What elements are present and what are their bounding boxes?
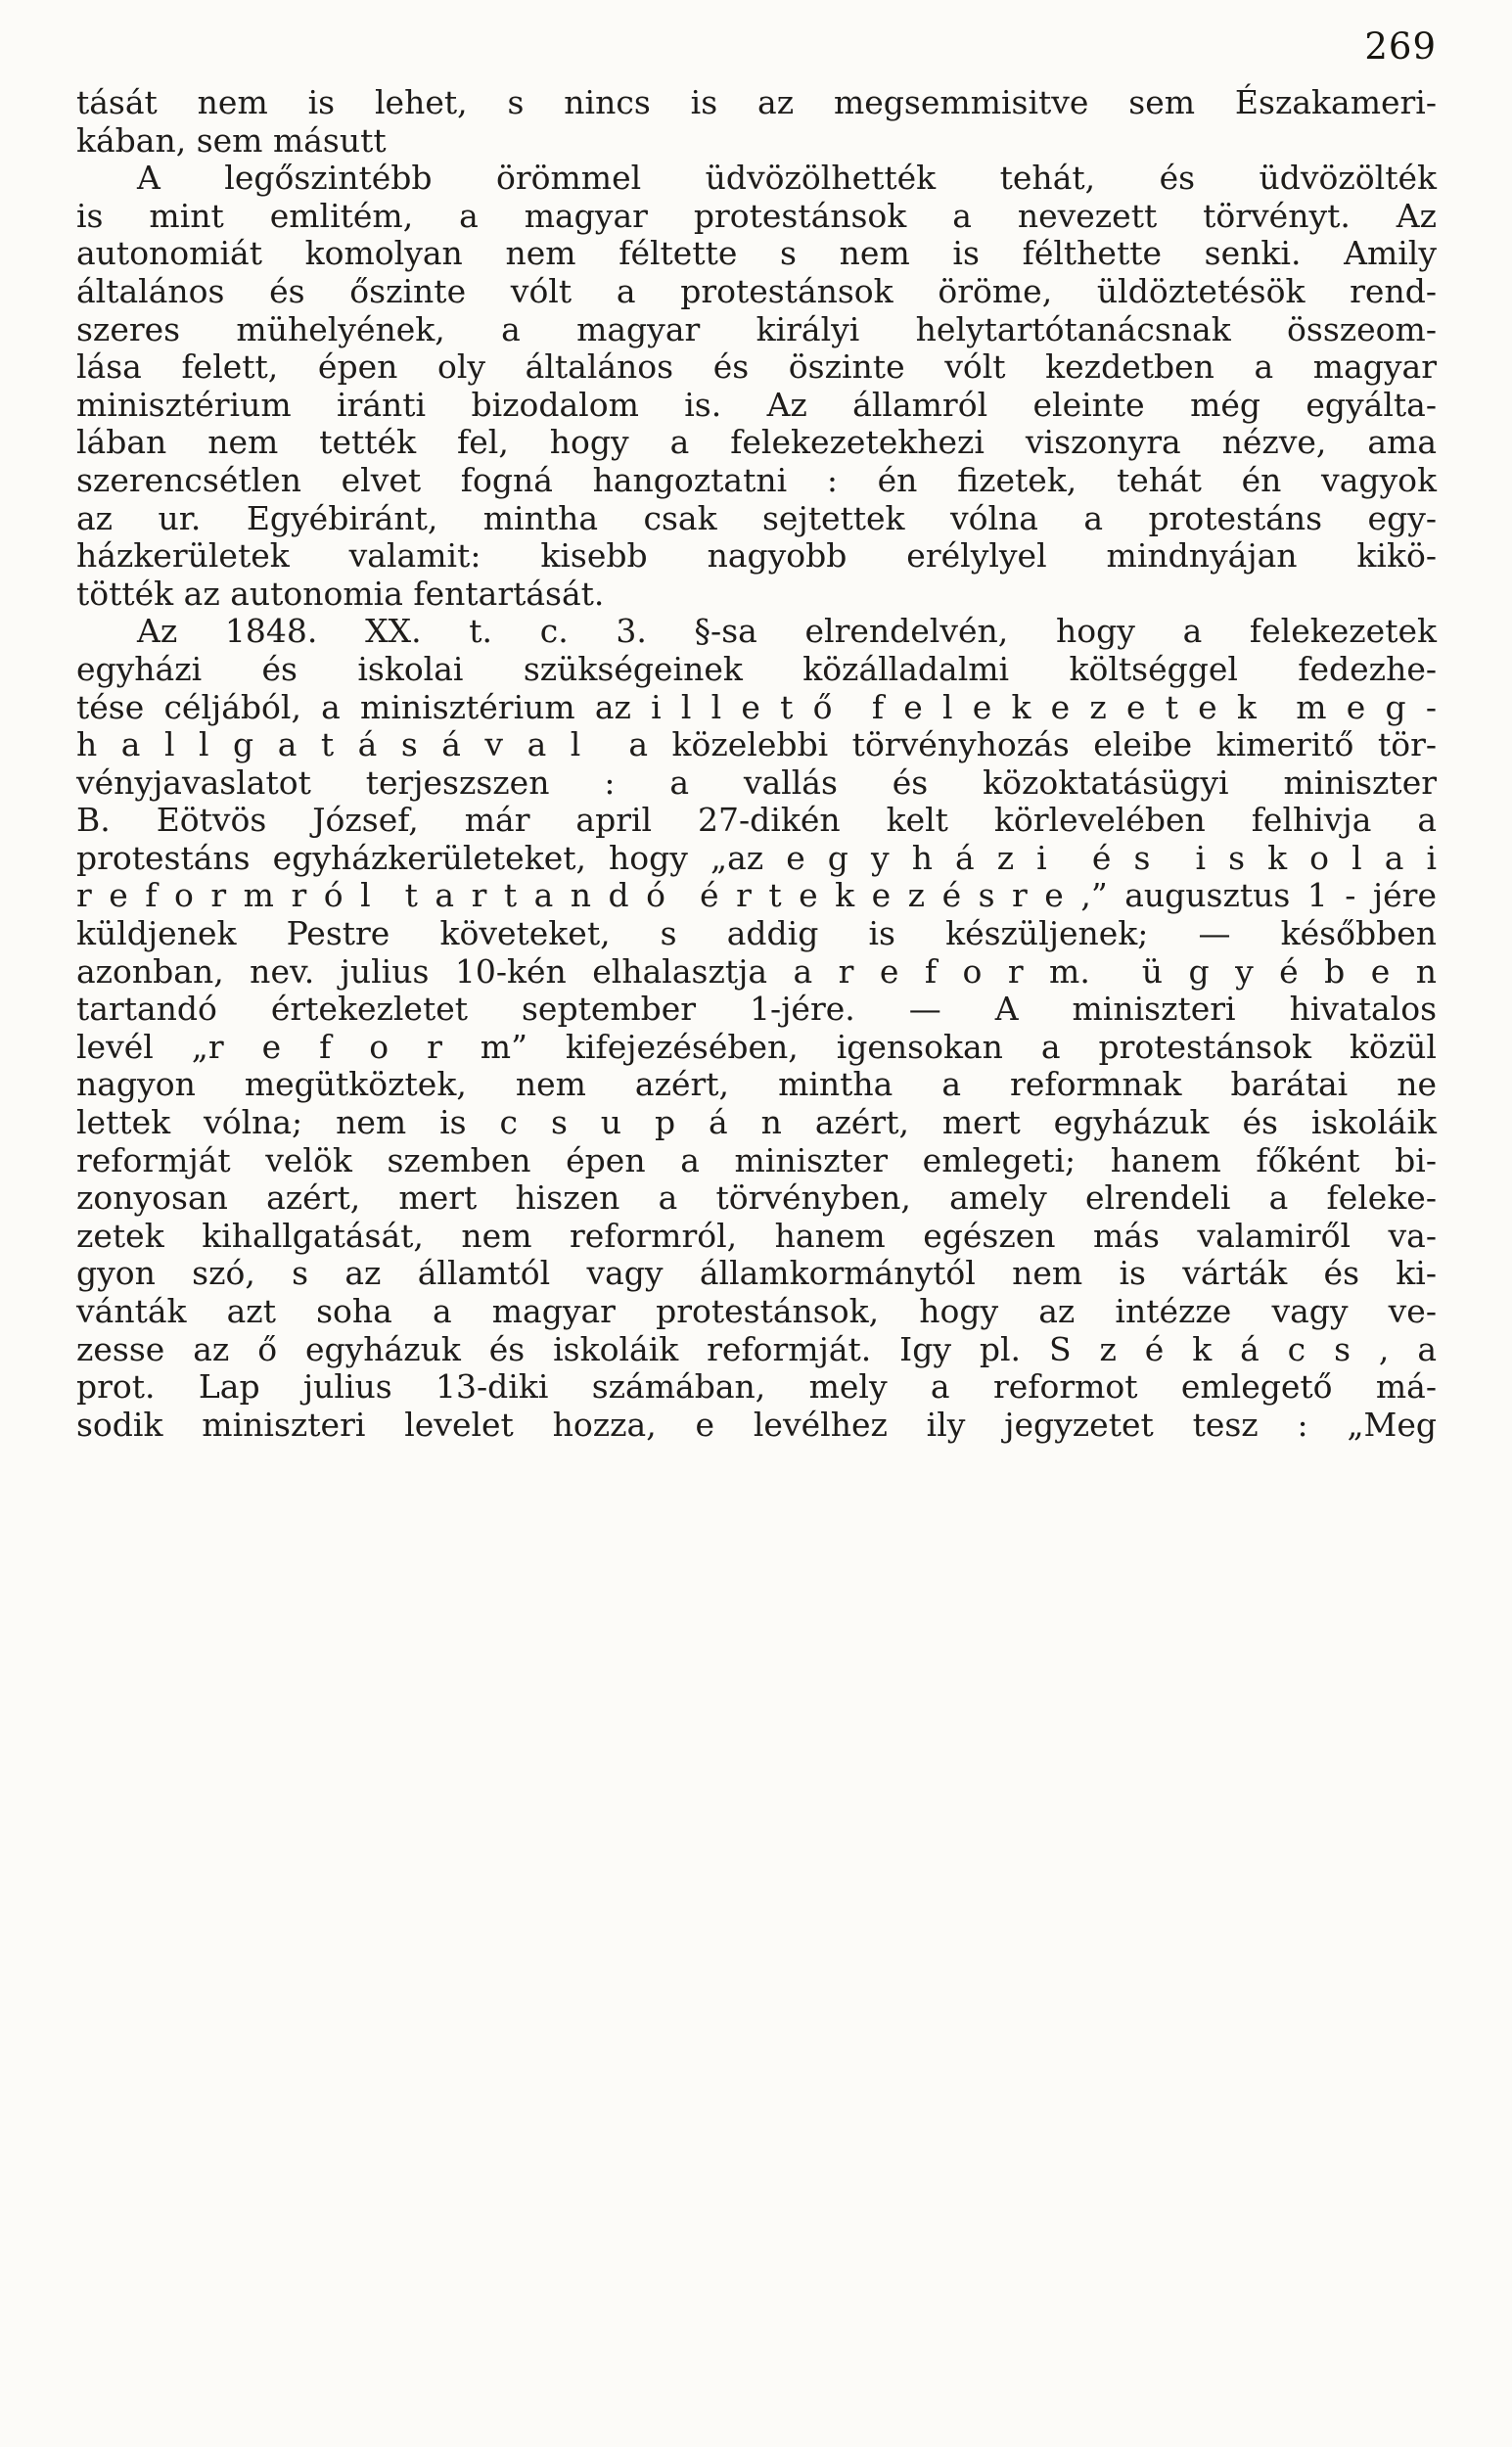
text-line: küldjenek Pestre követeket, s addig is készüljenek; — későbben xyxy=(76,914,1437,953)
page-number: 269 xyxy=(1364,25,1437,68)
text-line: autonomiát komolyan nem féltette s nem is félthette senki. Amily xyxy=(76,234,1437,273)
text-line: nagyon megütköztek, nem azért, mintha a reformnak barátai ne xyxy=(76,1065,1437,1104)
text-line: A legőszintébb örömmel üdvözölhették tehát, és üdvözölték xyxy=(137,159,1437,198)
text-line: B. Eötvös József, már april 27-dikén kelt körlevelében felhivja a xyxy=(76,801,1437,840)
text-line: azonban, nev. julius 10-kén elhalasztja a r e f o r m. ü g y é b e n xyxy=(76,951,1437,991)
text-line: lában nem tették fel, hogy a felekezetekhezi viszonyra nézve, ama xyxy=(76,423,1437,462)
text-line: tartandó értekezletet september 1-jére. — A miniszteri hivatalos xyxy=(76,990,1437,1029)
text-line: minisztérium iránti bizodalom is. Az államról eleinte még egyálta- xyxy=(76,385,1437,424)
text-line: prot. Lap julius 13-diki számában, mely a reformot emlegető má- xyxy=(76,1367,1437,1407)
text-line: egyházi és iskolai szükségeinek közálladalmi költséggel fedezhe- xyxy=(76,649,1437,688)
text-line: vényjavaslatot terjeszszen : a vallás és közoktatásügyi miniszter xyxy=(76,762,1437,802)
text-line: reformját velök szemben épen a miniszter emlegeti; hanem főként bi- xyxy=(76,1140,1437,1179)
text-line: r e f o r m r ó l t a r t a n d ó é r t e k e z é s r e ,” augusztus 1 - jére xyxy=(76,876,1437,915)
text-line: lása felett, épen oly általános és öszinte vólt kezdetben a magyar xyxy=(76,347,1437,387)
text-line: vánták azt soha a magyar protestánsok, hogy az intézze vagy ve- xyxy=(76,1292,1437,1330)
text-line: Az 1848. XX. t. c. 3. §-sa elrendelvén, hogy a felekezetek xyxy=(137,612,1437,651)
text-line: tötték az autonomia fentartását. xyxy=(76,574,605,613)
text-line: házkerületek valamit: kisebb nagyobb erélylyel mindnyájan kikö- xyxy=(76,536,1437,576)
text-line: zetek kihallgatását, nem reformról, hanem egészen más valamiről va- xyxy=(76,1216,1437,1255)
text-line: h a l l g a t á s á v a l a közelebbi törvényhozás eleibe kimeritő tör- xyxy=(76,725,1437,764)
text-line: az ur. Egyébiránt, mintha csak sejtettek vólna a protestáns egy- xyxy=(76,498,1437,537)
text-line: lettek vólna; nem is c s u p á n azért, mert egyházuk és iskoláik xyxy=(76,1103,1437,1142)
text-block xyxy=(76,84,1437,1444)
text-line: is mint emlitém, a magyar protestánsok a nevezett törvényt. Az xyxy=(76,196,1437,235)
text-line: levél „r e f o r m” kifejezésében, igensokan a protestánsok közül xyxy=(76,1027,1437,1066)
text-line: általános és őszinte vólt a protestánsok öröme, üldöztetésök rend- xyxy=(76,271,1437,310)
text-line: zesse az ő egyházuk és iskoláik reformját. Igy pl. S z é k á c s , a xyxy=(76,1329,1437,1368)
text-line: zonyosan azért, mert hiszen a törvényben, amely elrendeli a feleke- xyxy=(76,1178,1437,1218)
text-line: tását nem is lehet, s nincs is az megsemmisitve sem Északameri- xyxy=(76,83,1437,121)
text-line: gyon szó, s az államtól vagy államkormánytól nem is várták és ki- xyxy=(76,1254,1437,1293)
text-line: szerencsétlen elvet fogná hangoztatni : én fizetek, tehát én vagyok xyxy=(76,460,1437,499)
text-line: protestáns egyházkerületeket, hogy „az e g y h á z i é s i s k o l a i xyxy=(76,838,1437,877)
text-line: sodik miniszteri levelet hozza, e levélhez ily jegyzetet tesz : „Meg xyxy=(76,1405,1437,1444)
text-line: kában, sem másutt xyxy=(76,120,387,160)
text-line: szeres mühelyének, a magyar királyi helytartótanácsnak összeom- xyxy=(76,309,1437,348)
text-line: tése céljából, a minisztérium az i l l e t ő f e l e k e z e t e k m e g - xyxy=(76,687,1437,726)
